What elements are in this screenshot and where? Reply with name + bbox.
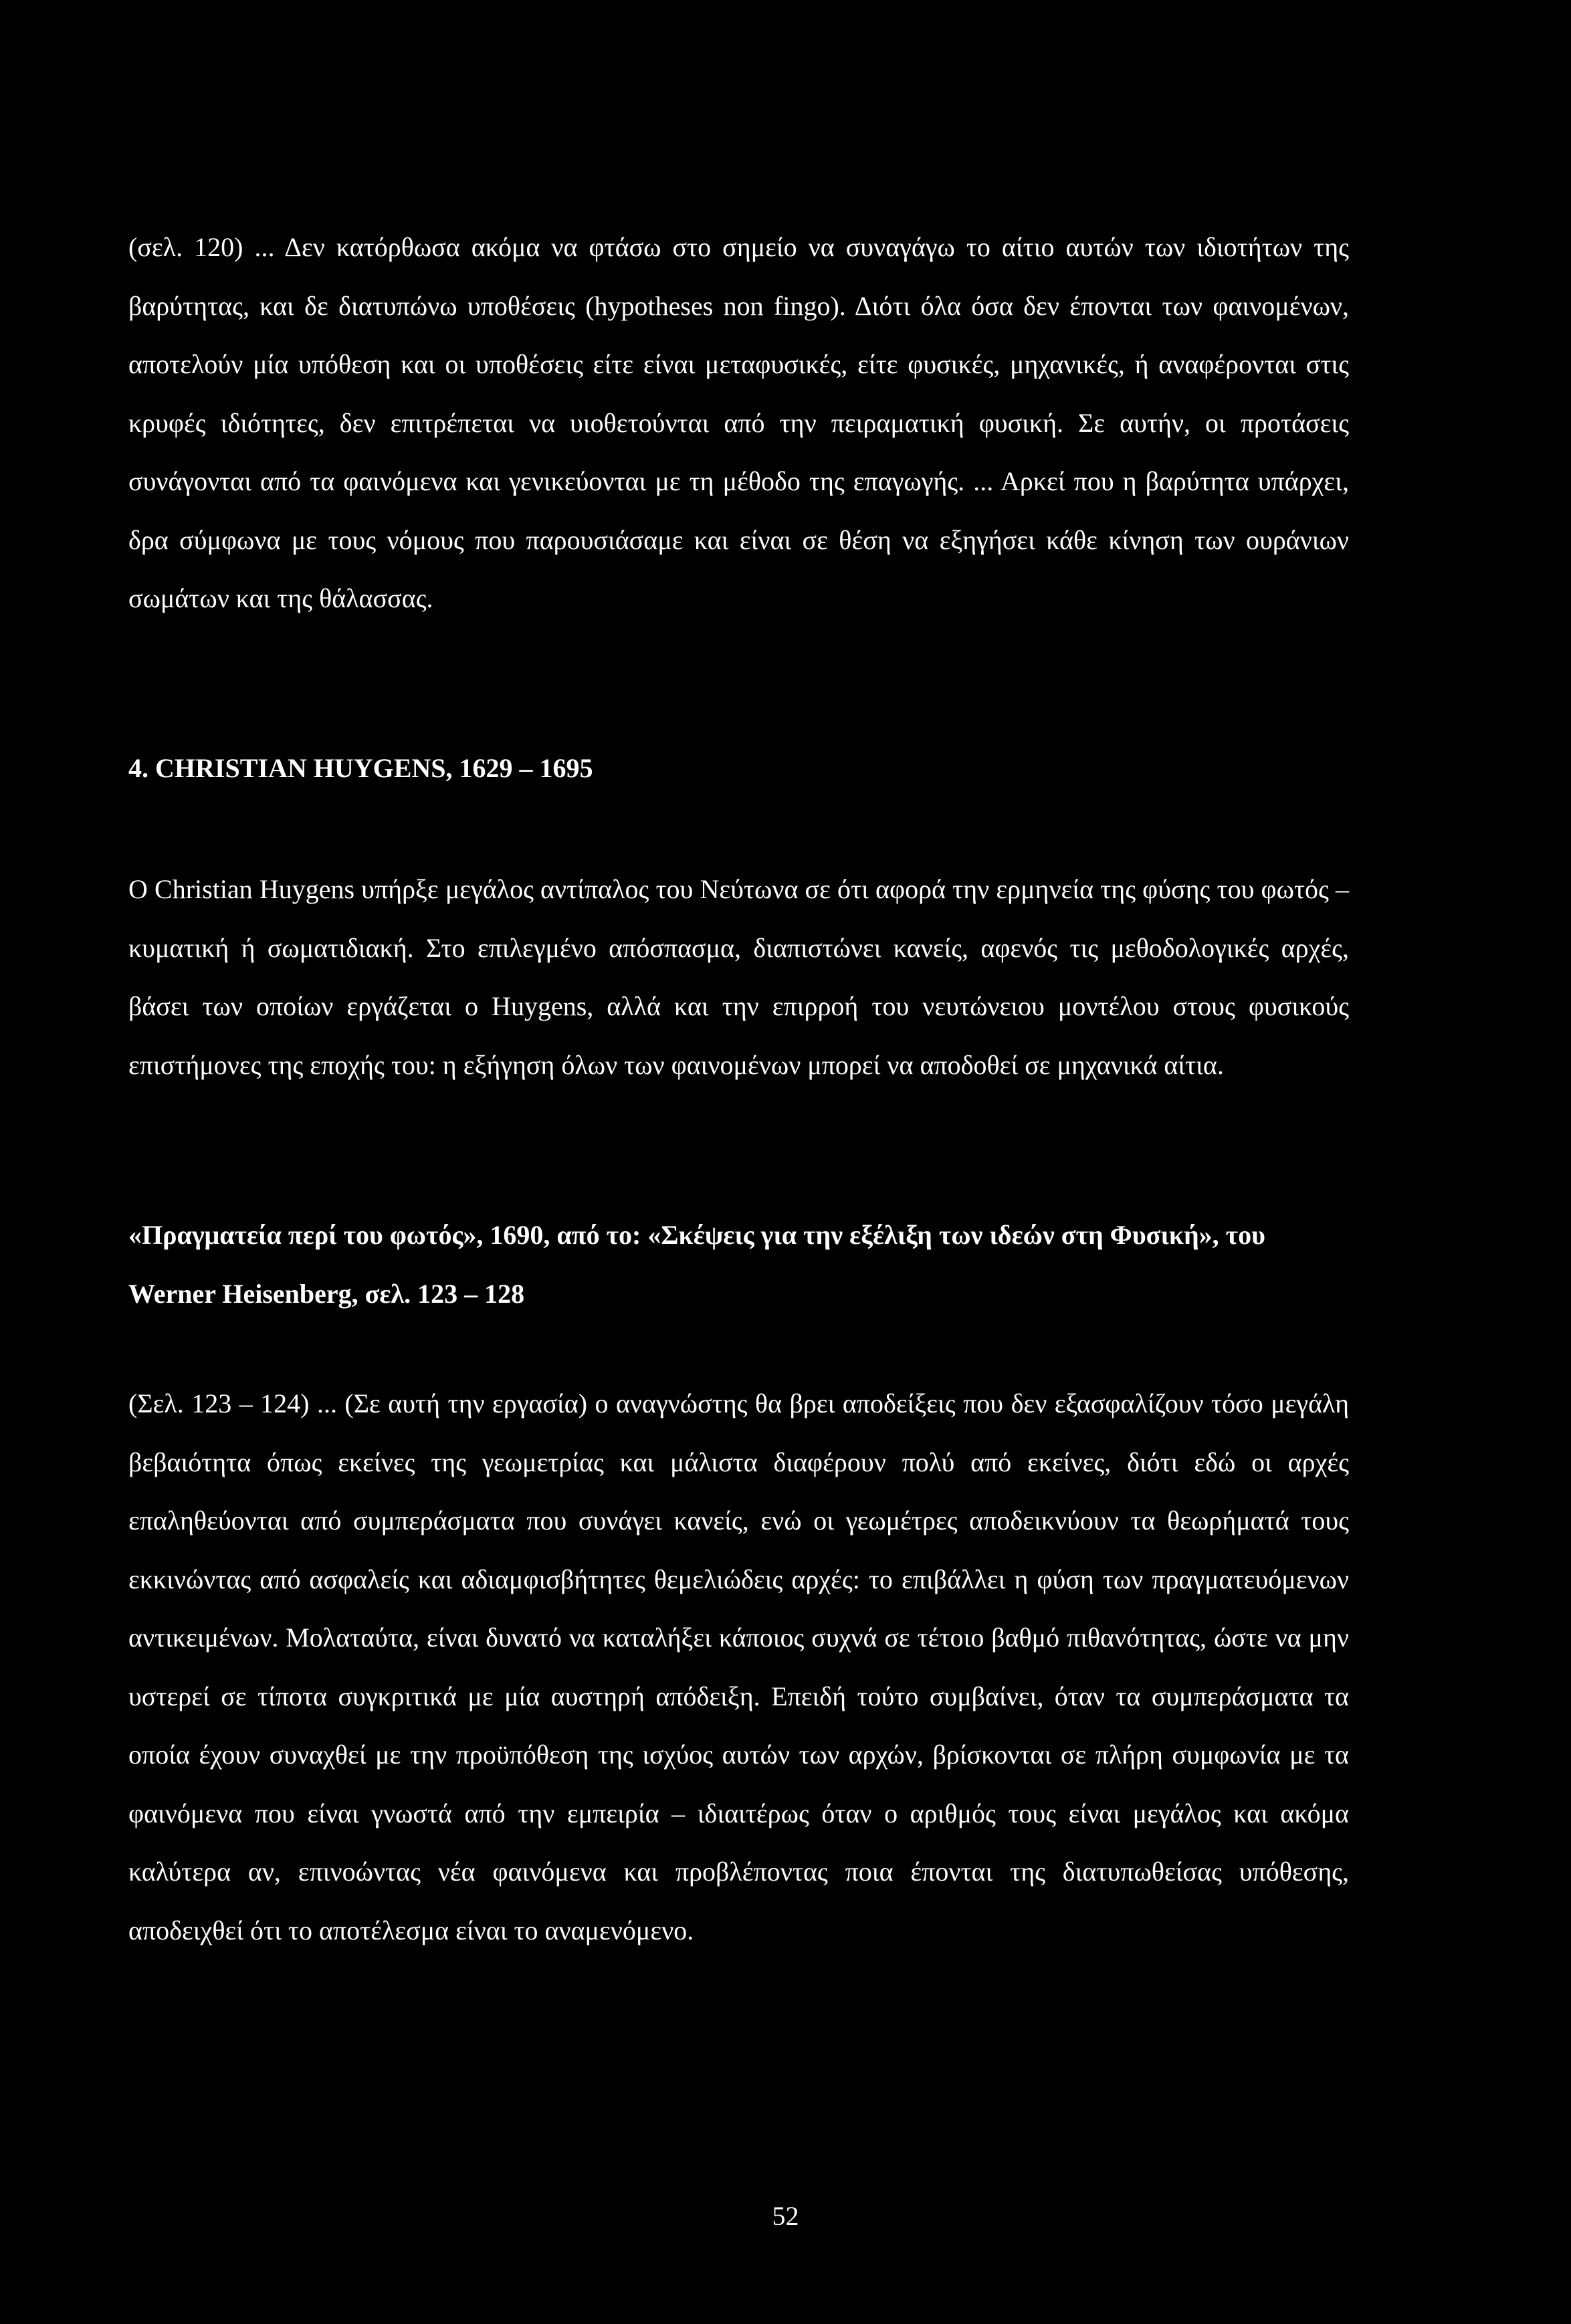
page-number: 52 bbox=[772, 2201, 799, 2231]
paragraph-huygens-intro: O Christian Huygens υπήρξε μεγάλος αντίπαλος του Νεύτωνα σε ότι αφορά την ερμηνεία της φύσης του φωτός – κυματική ή σωματιδιακή. Στο επιλεγμένο απόσπασμα, διαπιστώνει κανείς, αφενός τις μεθοδολογικές αρχές, βάσει των οποίων εργάζεται ο Huygens, αλλά και την επιρροή του νευτώνειου μοντέλου στους φυσικούς επιστήμονες της εποχής του: η εξήγηση όλων των φαινομένων μπορεί να αποδοθεί σε μηχανικά αίτια. bbox=[128, 874, 1349, 1080]
section-heading: 4. CHRISTIAN HUYGENS, 1629 – 1695 bbox=[128, 753, 593, 783]
paragraph-huygens-quote: (Σελ. 123 – 124) ... (Σε αυτή την εργασία) ο αναγνώστης θα βρει αποδείξεις που δεν εξασφαλίζουν τόσο μεγάλη βεβαιότητα όπως εκείνες της γεωμετρίας και μάλιστα διαφέρουν πολύ από εκείνες, διότι εδώ οι αρχές επαληθεύονται από συμπεράσματα που συνάγει κανείς, ενώ οι γεωμέτρες αποδεικνύουν τα θεωρήματά τους εκκινώντας από ασφαλείς και αδιαμφισβήτητες θεμελιώδεις αρχές: το επιβάλλει η φύση των πραγματευόμενων αντικειμένων. Μολαταύτα, είναι δυνατό να καταλήξει κάποιος συχνά σε τέτοιο βαθμό πιθανότητας, ώστε να μην υστερεί σε τίποτα συγκριτικά με μία αυστηρή απόδειξη. Επειδή τούτο συμβαίνει, όταν τα συμπεράσματα τα οποία έχουν συναχθεί με την προϋπόθεση της ισχύος αυτών των αρχών, βρίσκονται σε πλήρη συμφωνία με τα φαινόμενα που είναι γνωστά από την εμπειρία – ιδιαιτέρως όταν ο αριθμός τους είναι μεγάλος και ακόμα καλύτερα αν, επινοώντας νέα φαινόμενα και προβλέποντας ποια έπονται της διατυπωθείσας υπόθεσης, αποδειχθεί ότι το αποτέλεσμα είναι το αναμενόμενο. bbox=[128, 1388, 1349, 1945]
source-title: «Πραγματεία περί του φωτός», 1690, από το: «Σκέψεις για την εξέλιξη των ιδεών στη Φυσική», του Werner Heisenberg, σελ. 123 – 128 bbox=[128, 1220, 1265, 1309]
paragraph-newton-quote: (σελ. 120) ... Δεν κατόρθωσα ακόμα να φτάσω στο σημείο να συναγάγω το αίτιο αυτών των ιδιοτήτων της βαρύτητας, και δε διατυπώνω υποθέσεις (hypotheses non fingo). Διότι όλα όσα δεν έπονται των φαινομένων, αποτελούν μία υπόθεση και οι υποθέσεις είτε είναι μεταφυσικές, είτε φυσικές, μηχανικές, ή αναφέρονται στις κρυφές ιδιότητες, δεν επιτρέπεται να υιοθετούνται από την πειραματική φυσική. Σε αυτήν, οι προτάσεις συνάγονται από τα φαινόμενα και γενικεύονται με τη μέθοδο της επαγωγής. ... Αρκεί που η βαρύτητα υπάρχει, δρα σύμφωνα με τους νόμους που παρουσιάσαμε και είναι σε θέση να εξηγήσει κάθε κίνηση των ουράνιων σωμάτων και της θάλασσας. bbox=[128, 232, 1349, 613]
